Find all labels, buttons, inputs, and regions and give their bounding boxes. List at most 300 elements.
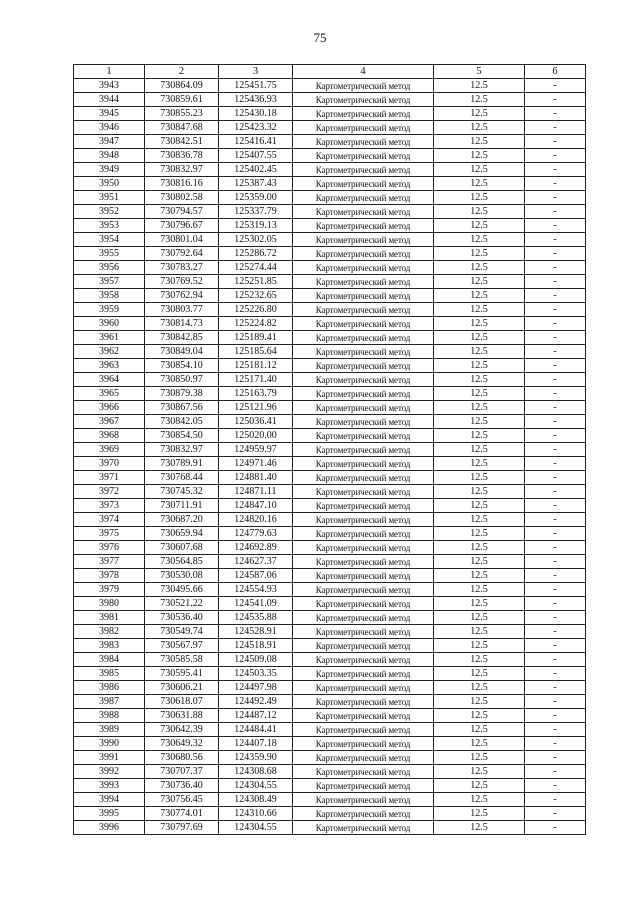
method-cell: Картометрический метод (293, 527, 434, 541)
accuracy-cell: 12.5 (434, 401, 525, 415)
method-cell: Картометрический метод (293, 639, 434, 653)
accuracy-cell: 12.5 (434, 653, 525, 667)
accuracy-cell: 12.5 (434, 107, 525, 121)
column-header: 1 (74, 65, 145, 79)
x-coordinate-cell: 730797.69 (145, 821, 219, 835)
point-number-cell: 3966 (74, 401, 145, 415)
table-row (74, 653, 586, 667)
point-number-cell: 3990 (74, 737, 145, 751)
y-coordinate-cell: 124692.89 (219, 541, 293, 555)
table-row (74, 751, 586, 765)
x-coordinate-cell: 730832.97 (145, 163, 219, 177)
method-cell: Картометрический метод (293, 317, 434, 331)
table-row (74, 93, 586, 107)
table-row (74, 135, 586, 149)
table-row (74, 261, 586, 275)
x-coordinate-cell: 730745.32 (145, 485, 219, 499)
table-row (74, 205, 586, 219)
point-number-cell: 3993 (74, 779, 145, 793)
accuracy-cell: 12.5 (434, 177, 525, 191)
x-coordinate-cell: 730794.57 (145, 205, 219, 219)
point-number-cell: 3963 (74, 359, 145, 373)
method-cell: Картометрический метод (293, 597, 434, 611)
method-cell: Картометрический метод (293, 149, 434, 163)
accuracy-cell: 12.5 (434, 387, 525, 401)
note-cell: - (525, 373, 586, 387)
table-row (74, 723, 586, 737)
note-cell: - (525, 121, 586, 135)
table-row (74, 639, 586, 653)
method-cell: Картометрический метод (293, 709, 434, 723)
x-coordinate-cell: 730864.09 (145, 79, 219, 93)
accuracy-cell: 12.5 (434, 709, 525, 723)
accuracy-cell: 12.5 (434, 513, 525, 527)
method-cell: Картометрический метод (293, 723, 434, 737)
table-row (74, 429, 586, 443)
point-number-cell: 3961 (74, 331, 145, 345)
table-row (74, 219, 586, 233)
x-coordinate-cell: 730607.68 (145, 541, 219, 555)
method-cell: Картометрический метод (293, 219, 434, 233)
accuracy-cell: 12.5 (434, 569, 525, 583)
note-cell: - (525, 625, 586, 639)
y-coordinate-cell: 125251.85 (219, 275, 293, 289)
y-coordinate-cell: 124847.10 (219, 499, 293, 513)
point-number-cell: 3965 (74, 387, 145, 401)
point-number-cell: 3976 (74, 541, 145, 555)
note-cell: - (525, 233, 586, 247)
method-cell: Картометрический метод (293, 373, 434, 387)
column-header: 2 (145, 65, 219, 79)
table-row (74, 443, 586, 457)
method-cell: Картометрический метод (293, 289, 434, 303)
y-coordinate-cell: 125430.18 (219, 107, 293, 121)
x-coordinate-cell: 730618.07 (145, 695, 219, 709)
y-coordinate-cell: 125121.96 (219, 401, 293, 415)
coordinates-table (73, 64, 586, 835)
accuracy-cell: 12.5 (434, 345, 525, 359)
method-cell: Картометрический метод (293, 93, 434, 107)
accuracy-cell: 12.5 (434, 261, 525, 275)
method-cell: Картометрический метод (293, 261, 434, 275)
x-coordinate-cell: 730836.78 (145, 149, 219, 163)
x-coordinate-cell: 730769.52 (145, 275, 219, 289)
note-cell: - (525, 191, 586, 205)
column-header: 3 (219, 65, 293, 79)
note-cell: - (525, 429, 586, 443)
note-cell: - (525, 205, 586, 219)
accuracy-cell: 12.5 (434, 765, 525, 779)
method-cell: Картометрический метод (293, 443, 434, 457)
x-coordinate-cell: 730567.97 (145, 639, 219, 653)
table-row (74, 387, 586, 401)
table-row (74, 597, 586, 611)
note-cell: - (525, 289, 586, 303)
point-number-cell: 3955 (74, 247, 145, 261)
table-row (74, 541, 586, 555)
note-cell: - (525, 331, 586, 345)
point-number-cell: 3973 (74, 499, 145, 513)
y-coordinate-cell: 124503.35 (219, 667, 293, 681)
method-cell: Картометрический метод (293, 163, 434, 177)
table-body (74, 79, 586, 835)
table-row (74, 331, 586, 345)
note-cell: - (525, 569, 586, 583)
accuracy-cell: 12.5 (434, 681, 525, 695)
note-cell: - (525, 709, 586, 723)
note-cell: - (525, 681, 586, 695)
method-cell: Картометрический метод (293, 471, 434, 485)
method-cell: Картометрический метод (293, 737, 434, 751)
table-row (74, 177, 586, 191)
x-coordinate-cell: 730631.88 (145, 709, 219, 723)
note-cell: - (525, 639, 586, 653)
y-coordinate-cell: 124497.98 (219, 681, 293, 695)
method-cell: Картометрический метод (293, 345, 434, 359)
accuracy-cell: 12.5 (434, 373, 525, 387)
y-coordinate-cell: 124304.55 (219, 779, 293, 793)
accuracy-cell: 12.5 (434, 639, 525, 653)
note-cell: - (525, 723, 586, 737)
method-cell: Картометрический метод (293, 387, 434, 401)
method-cell: Картометрический метод (293, 485, 434, 499)
x-coordinate-cell: 730642.39 (145, 723, 219, 737)
note-cell: - (525, 457, 586, 471)
method-cell: Картометрический метод (293, 177, 434, 191)
table-row (74, 807, 586, 821)
point-number-cell: 3960 (74, 317, 145, 331)
method-cell: Картометрический метод (293, 247, 434, 261)
method-cell: Картометрический метод (293, 275, 434, 289)
table-row (74, 793, 586, 807)
point-number-cell: 3964 (74, 373, 145, 387)
table-row (74, 275, 586, 289)
table-row (74, 79, 586, 93)
table-row (74, 401, 586, 415)
table-row (74, 821, 586, 835)
x-coordinate-cell: 730847.68 (145, 121, 219, 135)
x-coordinate-cell: 730801.04 (145, 233, 219, 247)
point-number-cell: 3978 (74, 569, 145, 583)
point-number-cell: 3958 (74, 289, 145, 303)
y-coordinate-cell: 124541.09 (219, 597, 293, 611)
y-coordinate-cell: 125387.43 (219, 177, 293, 191)
point-number-cell: 3985 (74, 667, 145, 681)
note-cell: - (525, 527, 586, 541)
accuracy-cell: 12.5 (434, 611, 525, 625)
point-number-cell: 3979 (74, 583, 145, 597)
y-coordinate-cell: 125020.00 (219, 429, 293, 443)
x-coordinate-cell: 730495.66 (145, 583, 219, 597)
method-cell: Картометрический метод (293, 415, 434, 429)
note-cell: - (525, 751, 586, 765)
accuracy-cell: 12.5 (434, 121, 525, 135)
y-coordinate-cell: 124871.11 (219, 485, 293, 499)
note-cell: - (525, 93, 586, 107)
note-cell: - (525, 135, 586, 149)
accuracy-cell: 12.5 (434, 597, 525, 611)
note-cell: - (525, 345, 586, 359)
x-coordinate-cell: 730530.08 (145, 569, 219, 583)
y-coordinate-cell: 124779.63 (219, 527, 293, 541)
y-coordinate-cell: 124304.55 (219, 821, 293, 835)
accuracy-cell: 12.5 (434, 667, 525, 681)
y-coordinate-cell: 125302.05 (219, 233, 293, 247)
y-coordinate-cell: 124308.68 (219, 765, 293, 779)
x-coordinate-cell: 730859.61 (145, 93, 219, 107)
x-coordinate-cell: 730707.37 (145, 765, 219, 779)
x-coordinate-cell: 730711.91 (145, 499, 219, 513)
table-row (74, 107, 586, 121)
point-number-cell: 3956 (74, 261, 145, 275)
note-cell: - (525, 219, 586, 233)
table-row (74, 513, 586, 527)
note-cell: - (525, 443, 586, 457)
table-row (74, 625, 586, 639)
method-cell: Картометрический метод (293, 807, 434, 821)
method-cell: Картометрический метод (293, 793, 434, 807)
x-coordinate-cell: 730595.41 (145, 667, 219, 681)
note-cell: - (525, 387, 586, 401)
point-number-cell: 3987 (74, 695, 145, 709)
method-cell: Картометрический метод (293, 303, 434, 317)
x-coordinate-cell: 730564.85 (145, 555, 219, 569)
accuracy-cell: 12.5 (434, 93, 525, 107)
table-row (74, 345, 586, 359)
y-coordinate-cell: 124484.41 (219, 723, 293, 737)
table-row (74, 765, 586, 779)
point-number-cell: 3967 (74, 415, 145, 429)
method-cell: Картометрический метод (293, 555, 434, 569)
point-number-cell: 3994 (74, 793, 145, 807)
column-header: 6 (525, 65, 586, 79)
y-coordinate-cell: 124971.46 (219, 457, 293, 471)
point-number-cell: 3970 (74, 457, 145, 471)
point-number-cell: 3946 (74, 121, 145, 135)
y-coordinate-cell: 125171.40 (219, 373, 293, 387)
accuracy-cell: 12.5 (434, 443, 525, 457)
note-cell: - (525, 247, 586, 261)
y-coordinate-cell: 124820.16 (219, 513, 293, 527)
y-coordinate-cell: 124881.40 (219, 471, 293, 485)
accuracy-cell: 12.5 (434, 303, 525, 317)
table-row (74, 583, 586, 597)
point-number-cell: 3962 (74, 345, 145, 359)
method-cell: Картометрический метод (293, 135, 434, 149)
accuracy-cell: 12.5 (434, 205, 525, 219)
y-coordinate-cell: 124407.18 (219, 737, 293, 751)
y-coordinate-cell: 125319.13 (219, 219, 293, 233)
point-number-cell: 3986 (74, 681, 145, 695)
accuracy-cell: 12.5 (434, 807, 525, 821)
x-coordinate-cell: 730855.23 (145, 107, 219, 121)
method-cell: Картометрический метод (293, 779, 434, 793)
y-coordinate-cell: 124359.90 (219, 751, 293, 765)
y-coordinate-cell: 125423.32 (219, 121, 293, 135)
x-coordinate-cell: 730680.56 (145, 751, 219, 765)
accuracy-cell: 12.5 (434, 737, 525, 751)
method-cell: Картометрический метод (293, 513, 434, 527)
accuracy-cell: 12.5 (434, 751, 525, 765)
note-cell: - (525, 667, 586, 681)
x-coordinate-cell: 730849.04 (145, 345, 219, 359)
method-cell: Картометрический метод (293, 653, 434, 667)
note-cell: - (525, 541, 586, 555)
table-row (74, 611, 586, 625)
x-coordinate-cell: 730814.73 (145, 317, 219, 331)
table-row (74, 485, 586, 499)
method-cell: Картометрический метод (293, 331, 434, 345)
column-header: 4 (293, 65, 434, 79)
accuracy-cell: 12.5 (434, 135, 525, 149)
note-cell: - (525, 317, 586, 331)
table-row (74, 247, 586, 261)
note-cell: - (525, 275, 586, 289)
table-row (74, 457, 586, 471)
method-cell: Картометрический метод (293, 611, 434, 625)
table-row (74, 737, 586, 751)
note-cell: - (525, 177, 586, 191)
accuracy-cell: 12.5 (434, 415, 525, 429)
y-coordinate-cell: 125163.79 (219, 387, 293, 401)
point-number-cell: 3952 (74, 205, 145, 219)
y-coordinate-cell: 125274.44 (219, 261, 293, 275)
accuracy-cell: 12.5 (434, 317, 525, 331)
method-cell: Картометрический метод (293, 107, 434, 121)
point-number-cell: 3972 (74, 485, 145, 499)
x-coordinate-cell: 730687.20 (145, 513, 219, 527)
table-row (74, 471, 586, 485)
method-cell: Картометрический метод (293, 667, 434, 681)
point-number-cell: 3992 (74, 765, 145, 779)
point-number-cell: 3943 (74, 79, 145, 93)
y-coordinate-cell: 125337.79 (219, 205, 293, 219)
accuracy-cell: 12.5 (434, 289, 525, 303)
accuracy-cell: 12.5 (434, 359, 525, 373)
table-row (74, 303, 586, 317)
table-row (74, 695, 586, 709)
accuracy-cell: 12.5 (434, 821, 525, 835)
note-cell: - (525, 303, 586, 317)
table-row (74, 121, 586, 135)
method-cell: Картометрический метод (293, 191, 434, 205)
x-coordinate-cell: 730756.45 (145, 793, 219, 807)
table-row (74, 317, 586, 331)
table-row (74, 499, 586, 513)
point-number-cell: 3971 (74, 471, 145, 485)
method-cell: Картометрический метод (293, 625, 434, 639)
point-number-cell: 3995 (74, 807, 145, 821)
point-number-cell: 3984 (74, 653, 145, 667)
x-coordinate-cell: 730842.05 (145, 415, 219, 429)
note-cell: - (525, 415, 586, 429)
method-cell: Картометрический метод (293, 751, 434, 765)
point-number-cell: 3981 (74, 611, 145, 625)
note-cell: - (525, 79, 586, 93)
table-row (74, 667, 586, 681)
x-coordinate-cell: 730854.50 (145, 429, 219, 443)
y-coordinate-cell: 124587.06 (219, 569, 293, 583)
accuracy-cell: 12.5 (434, 695, 525, 709)
accuracy-cell: 12.5 (434, 793, 525, 807)
note-cell: - (525, 793, 586, 807)
accuracy-cell: 12.5 (434, 555, 525, 569)
point-number-cell: 3944 (74, 93, 145, 107)
x-coordinate-cell: 730842.51 (145, 135, 219, 149)
table-row (74, 233, 586, 247)
table-row (74, 289, 586, 303)
note-cell: - (525, 401, 586, 415)
accuracy-cell: 12.5 (434, 471, 525, 485)
y-coordinate-cell: 124492.49 (219, 695, 293, 709)
note-cell: - (525, 695, 586, 709)
note-cell: - (525, 359, 586, 373)
table-row (74, 527, 586, 541)
point-number-cell: 3949 (74, 163, 145, 177)
note-cell: - (525, 821, 586, 835)
method-cell: Картометрический метод (293, 765, 434, 779)
y-coordinate-cell: 125226.80 (219, 303, 293, 317)
point-number-cell: 3957 (74, 275, 145, 289)
note-cell: - (525, 611, 586, 625)
table-row (74, 373, 586, 387)
note-cell: - (525, 163, 586, 177)
x-coordinate-cell: 730736.40 (145, 779, 219, 793)
point-number-cell: 3954 (74, 233, 145, 247)
point-number-cell: 3974 (74, 513, 145, 527)
table-row (74, 555, 586, 569)
method-cell: Картометрический метод (293, 541, 434, 555)
x-coordinate-cell: 730768.44 (145, 471, 219, 485)
y-coordinate-cell: 124959.97 (219, 443, 293, 457)
table-row (74, 779, 586, 793)
accuracy-cell: 12.5 (434, 723, 525, 737)
x-coordinate-cell: 730796.67 (145, 219, 219, 233)
method-cell: Картометрический метод (293, 821, 434, 835)
note-cell: - (525, 107, 586, 121)
accuracy-cell: 12.5 (434, 485, 525, 499)
accuracy-cell: 12.5 (434, 191, 525, 205)
x-coordinate-cell: 730879.38 (145, 387, 219, 401)
y-coordinate-cell: 125181.12 (219, 359, 293, 373)
note-cell: - (525, 149, 586, 163)
method-cell: Картометрический метод (293, 429, 434, 443)
note-cell: - (525, 471, 586, 485)
note-cell: - (525, 513, 586, 527)
y-coordinate-cell: 124528.91 (219, 625, 293, 639)
accuracy-cell: 12.5 (434, 625, 525, 639)
method-cell: Картометрический метод (293, 499, 434, 513)
y-coordinate-cell: 124509.08 (219, 653, 293, 667)
table-header-row (74, 65, 586, 79)
x-coordinate-cell: 730867.56 (145, 401, 219, 415)
x-coordinate-cell: 730842.85 (145, 331, 219, 345)
note-cell: - (525, 653, 586, 667)
y-coordinate-cell: 124554.93 (219, 583, 293, 597)
point-number-cell: 3968 (74, 429, 145, 443)
note-cell: - (525, 555, 586, 569)
point-number-cell: 3959 (74, 303, 145, 317)
point-number-cell: 3989 (74, 723, 145, 737)
method-cell: Картометрический метод (293, 681, 434, 695)
y-coordinate-cell: 125407.55 (219, 149, 293, 163)
point-number-cell: 3977 (74, 555, 145, 569)
note-cell: - (525, 261, 586, 275)
y-coordinate-cell: 125359.00 (219, 191, 293, 205)
table-row (74, 709, 586, 723)
x-coordinate-cell: 730549.74 (145, 625, 219, 639)
table-row (74, 359, 586, 373)
